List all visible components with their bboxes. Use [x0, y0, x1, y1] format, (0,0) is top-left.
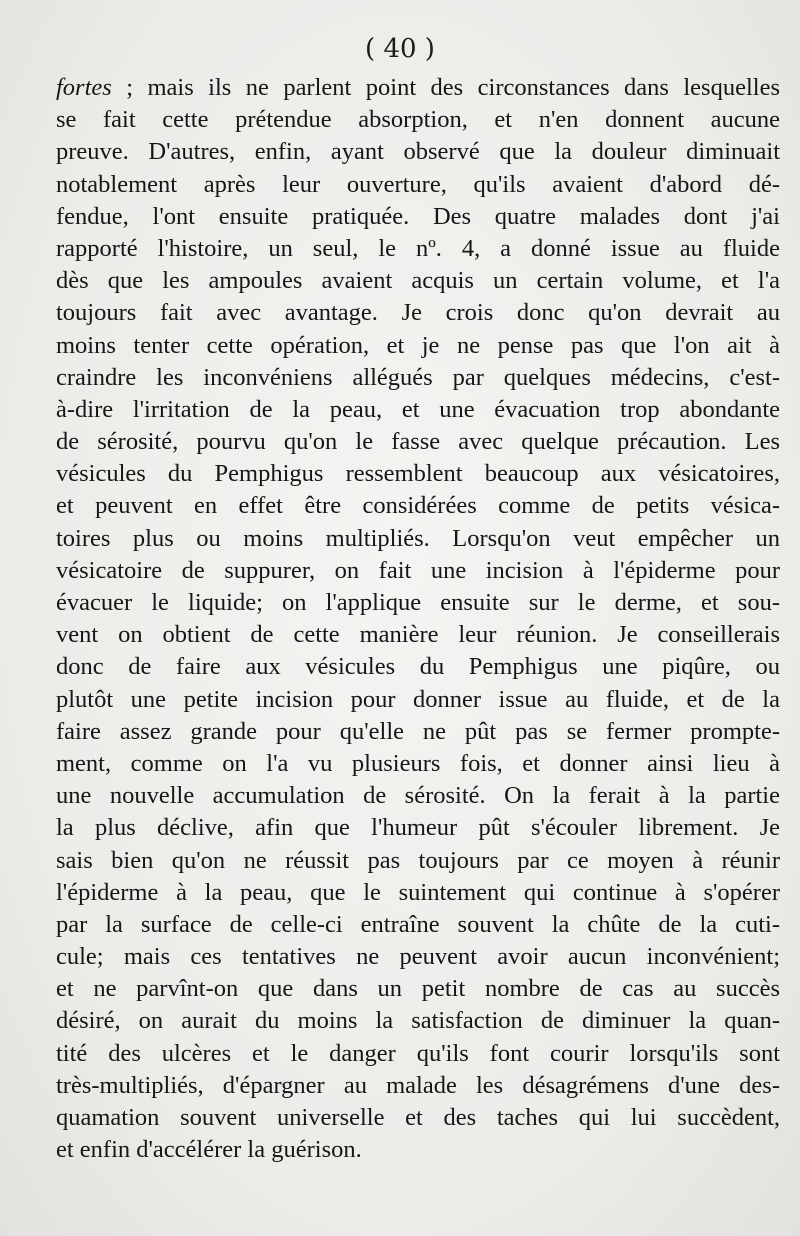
line-text: faire assez grande pour qu'elle ne pût pas se fermer prompte- [56, 717, 780, 745]
text-line [56, 845, 780, 877]
line-text: ment, comme on l'a vu plusieurs fois, et donner ainsi lieu à [56, 749, 780, 777]
line-text: toires plus ou moins multipliés. Lorsqu'on veut empêcher un [56, 524, 780, 552]
text-line [56, 619, 780, 651]
text-line [56, 426, 780, 458]
text-line [56, 587, 780, 619]
line-text: moins tenter cette opération, et je ne pense pas que l'on ait à [56, 331, 780, 359]
text-line [56, 1102, 780, 1134]
line-text: et enfin d'accélérer la guérison. [56, 1136, 362, 1164]
text-line [56, 362, 780, 394]
text-line [56, 265, 780, 297]
line-text: tité des ulcères et le danger qu'ils font courir lorsqu'ils sont [56, 1039, 780, 1067]
text-line [56, 812, 780, 844]
line-text: plutôt une petite incision pour donner issue au fluide, et de la [56, 685, 780, 713]
line-text: ; mais ils ne parlent point des circonstances dans lesquelles [111, 74, 780, 101]
line-text: sais bien qu'on ne réussit pas toujours par ce moyen à réunir [56, 846, 780, 874]
line-text: vésicules du Pemphigus ressemblent beaucoup aux vésicatoires, [56, 460, 780, 488]
line-text: évacuer le liquide; on l'applique ensuite sur le derme, et sou- [56, 589, 780, 616]
text-line [56, 909, 780, 941]
text-line [56, 523, 780, 555]
line-text: une nouvelle accumulation de sérosité. On la ferait à la partie [56, 782, 780, 810]
text-line [56, 458, 780, 490]
line-text: toujours fait avec avantage. Je crois donc qu'on devrait au [56, 299, 780, 327]
text-line [56, 748, 780, 780]
text-line [56, 297, 780, 329]
text-line [56, 136, 780, 168]
line-text: quamation souvent universelle et des taches qui lui succèdent, [56, 1104, 780, 1131]
text-line [56, 877, 780, 909]
text-line [56, 651, 780, 683]
body-text [56, 72, 780, 1166]
text-line [56, 684, 780, 716]
text-line [56, 1038, 780, 1070]
line-text: par la surface de celle-ci entraîne souvent la chûte de la cuti- [56, 910, 780, 938]
line-text: et ne parvînt-on que dans un petit nombre de cas au succès [56, 975, 780, 1003]
text-line [56, 104, 780, 136]
italic-word: fortes [56, 74, 112, 101]
text-line [56, 973, 780, 1005]
line-text: rapporté l'histoire, un seul, le nº. 4, a donné issue au fluide [56, 234, 780, 262]
line-text: désiré, on aurait du moins la satisfaction de diminuer la quan- [56, 1007, 780, 1035]
line-text: très-multipliés, d'épargner au malade les désagrémens d'une des- [56, 1071, 780, 1099]
line-text: craindre les inconvéniens allégués par quelques médecins, c'est- [56, 363, 780, 391]
text-line [56, 555, 780, 587]
text-line [56, 330, 780, 362]
line-text: de sérosité, pourvu qu'on le fasse avec quelque précaution. Les [56, 428, 780, 456]
text-line [56, 490, 780, 522]
text-line [56, 1070, 780, 1102]
line-text: cule; mais ces tentatives ne peuvent avoir aucun inconvénient; [56, 943, 780, 971]
text-line [56, 169, 780, 201]
text-line [56, 1134, 780, 1166]
line-text: fendue, l'ont ensuite pratiquée. Des quatre malades dont j'ai [56, 202, 780, 230]
text-line [56, 394, 780, 426]
line-text: donc de faire aux vésicules du Pemphigus une piqûre, ou [56, 653, 780, 681]
line-text: se fait cette prétendue absorption, et n'en donnent aucune [56, 106, 780, 134]
text-line [56, 72, 780, 104]
line-text: la plus déclive, afin que l'humeur pût s'écouler librement. Je [56, 814, 780, 842]
text-line [56, 233, 780, 265]
line-text: preuve. D'autres, enfin, ayant observé que la douleur diminuait [56, 138, 780, 166]
line-text: vent on obtient de cette manière leur réunion. Je conseillerais [56, 621, 780, 649]
text-line [56, 941, 780, 973]
line-text: à-dire l'irritation de la peau, et une évacuation trop abondante [56, 395, 780, 423]
page-number: ( 40 ) [365, 34, 435, 64]
text-line [56, 780, 780, 812]
line-text: l'épiderme à la peau, que le suintement qui continue à s'opérer [56, 878, 780, 906]
line-text: vésicatoire de suppurer, on fait une incision à l'épiderme pour [56, 556, 780, 584]
line-text: dès que les ampoules avaient acquis un certain volume, et l'a [56, 267, 780, 295]
line-text: et peuvent en effet être considérées comme de petits vésica- [56, 492, 780, 520]
text-line [56, 201, 780, 233]
line-text: notablement après leur ouverture, qu'ils avaient d'abord dé- [56, 170, 780, 198]
text-line [56, 716, 780, 748]
text-line [56, 1005, 780, 1037]
